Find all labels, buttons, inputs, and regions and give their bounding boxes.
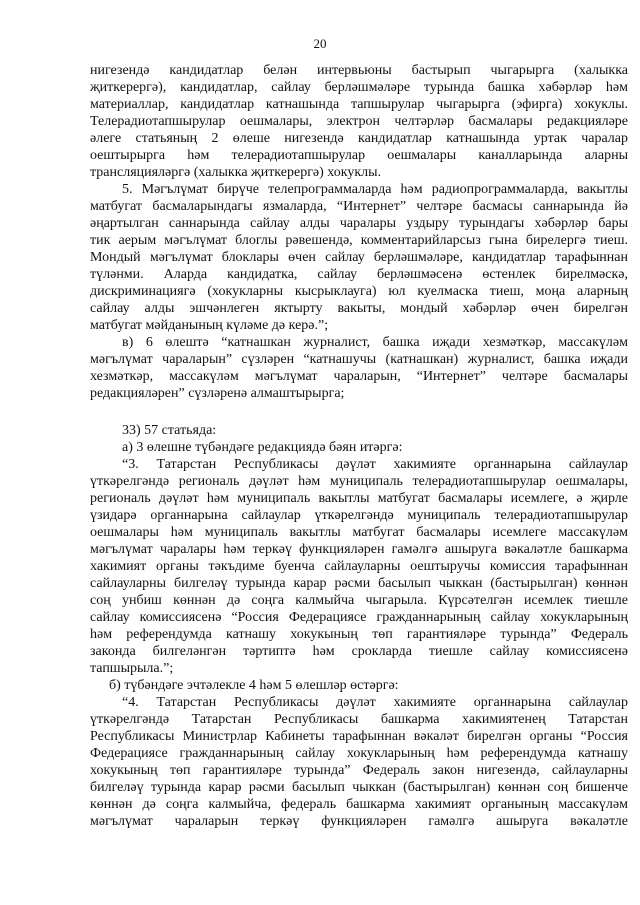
paragraph-line: региональ дәүләт һәм муниципаль вакытлы матбугат басмалары исемлеге, ә җирле bbox=[90, 491, 628, 506]
document-body bbox=[90, 62, 628, 830]
paragraph-line: тик аерым мәгълүмат блоглы рәвешендә, комментарийларсыз гына бирелергә тиеш. bbox=[90, 233, 628, 248]
paragraph-line: Телерадиотапшырулар оешмалары, электрон челтәрләр басмалары редакцияләре bbox=[90, 114, 628, 129]
paragraph-line: түләнми. Аларда кандидатка, сайлау берләшмәсенә өстенлек бирелмәскә, bbox=[90, 267, 628, 282]
paragraph-gap bbox=[90, 402, 628, 422]
paragraph-line: сайлауларны билгеләү турында карар рәсми басылып чыккан (бастырылган) көннән bbox=[90, 576, 628, 591]
paragraph-line: Федерациясе гражданнарының сайлау хокукларының һәм референдумда катнашу bbox=[90, 746, 628, 761]
paragraph-line: оешмалары һәм муниципаль вакытлы матбугат басмалары исемлеге массакүләм bbox=[90, 525, 628, 540]
paragraph-line: җиткерергә), кандидатлар, сайлау берләшмәләре турында башка хәбәрләр һәм bbox=[90, 80, 628, 95]
paragraph-line: мәгълүмат чараларын” сүзләрен “катнашучы (катнашкан) журналист, башка иҗади bbox=[90, 352, 628, 367]
paragraph-line: материаллар, кандидатлар катнашында тапшырулар чыгарырга (эфирга) хокуклы. bbox=[90, 97, 628, 112]
paragraph-line: Республикасы Министрлар Кабинеты тарафыннан вәкаләт бирелгән органы “Россия bbox=[90, 729, 628, 744]
paragraph-line: редакцияләрен” сүзләренә алмаштырырга; bbox=[90, 386, 345, 401]
paragraph-line: үткәрелгәндә Татарстан Республикасы башкарма хакимиятенең Татарстан bbox=[90, 712, 628, 727]
paragraph-line: көннән дә соңга калмыйча, федераль башкарма хакимият органының массакүләм bbox=[90, 797, 628, 812]
paragraph-line: сайлау комиссиясенә “Россия Федерациясе гражданнарының сайлау хокукларының bbox=[90, 610, 628, 625]
paragraph-line: һәм референдумда катнашу хокукының төп гарантияләре турында” Федераль bbox=[90, 627, 628, 642]
paragraph-line: билгеләү турында карар рәсми басылып чыккан (бастырылган) көннән соң бишенче bbox=[90, 780, 628, 795]
paragraph-line: әңартылган саннарында сайлау алды чаралары уздыру турындагы хәбәрләр бары bbox=[90, 216, 628, 231]
paragraph-line: сайлау алды эшчәнлеген яктырту вакыты, мондый хәбәрләр өчен бирелгән bbox=[90, 301, 628, 316]
paragraph-line: трансляцияләргә (халыкка җиткерергә) хокуклы. bbox=[90, 165, 382, 180]
paragraph-line: тапшырыла.”; bbox=[90, 661, 174, 676]
paragraph-line: үзидарә органнарына сайлаулар үткәрелгәндә муниципаль телерадиотапшырулар bbox=[90, 508, 628, 523]
paragraph-line: матбугат мәйданының күләме дә керә.”; bbox=[90, 318, 329, 333]
paragraph-line: а) 3 өлешне түбәндәге редакциядә бәян итәргә: bbox=[122, 440, 403, 455]
paragraph-line: әлеге статьяның 2 өлеше нигезендә кандидатлар катнашында уртак чаралар bbox=[90, 131, 628, 146]
paragraph-line: 33) 57 статьяда: bbox=[122, 423, 217, 438]
paragraph-line: үткәрелгәндә региональ дәүләт һәм муниципаль телерадиотапшырулар оешмалары, bbox=[90, 474, 628, 489]
paragraph-line: в) 6 өлештә “катнашкан журналист, башка иҗади хезмәткәр, массакүләм bbox=[122, 335, 628, 350]
paragraph-line: соң унбиш көннән дә соңга калмыйча чыгарыла. Күрсәтелгән исемлек тиешле bbox=[90, 593, 628, 608]
paragraph-line: матбугат басмаларындагы язмаларда, “Интернет” челтәре басмасы саннарында йә bbox=[90, 199, 628, 214]
paragraph-line: 5. Мәгълүмат бирүче телепрограммаларда һәм радиопрограммаларда, вакытлы bbox=[122, 182, 628, 197]
paragraph-line: “4. Татарстан Республикасы дәүләт хакимияте органнарына сайлаулар bbox=[122, 695, 628, 710]
paragraph-line: мәгълүмат чаралары һәм теркәү функцияләрен гамәлгә ашыруга вәкаләтле башкарма bbox=[90, 542, 628, 557]
paragraph-line: мәгълүмат чараларын теркәү функцияләрен гамәлгә ашыруга вәкаләтле bbox=[90, 814, 628, 829]
page-number: 20 bbox=[313, 36, 327, 51]
paragraph-line: “3. Татарстан Республикасы дәүләт хакимияте органнарына сайлаулар bbox=[122, 457, 628, 472]
paragraph-line: нигезендә кандидатлар белән интервьюны бастырып чыгарырга (халыкка bbox=[90, 63, 628, 78]
paragraph-line: законда билгеләнгән тәртиптә һәм срокларда тиешле сайлау комиссиясенә bbox=[90, 644, 628, 659]
paragraph-line: хокукының төп гарантияләре турында” Федераль закон нигезендә, сайлауларны bbox=[90, 763, 628, 778]
paragraph-line: хезмәткәр, массакүләм мәгълүмат чараларын, “Интернет” челтәре басмалары bbox=[90, 369, 628, 384]
paragraph-line: хакимият органы тәкъдиме буенча сайлауларны оештыручы комиссия тарафыннан bbox=[90, 559, 628, 574]
paragraph-line: дискриминациягә (хокукларны кысрыклауга) юл куелмаска тиеш, моңа аларның bbox=[90, 284, 628, 299]
paragraph-line: оештырырга һәм телерадиотапшырулар оешмалары каналларында аларны bbox=[90, 148, 628, 163]
paragraph-line: б) түбәндәге эчтәлекле 4 һәм 5 өлешләр өстәргә: bbox=[109, 678, 399, 693]
paragraph-line: Мондый мәгълүмат блоклары өчен сайлау берләшмәләре, кандидатлар тарафыннан bbox=[90, 250, 628, 265]
